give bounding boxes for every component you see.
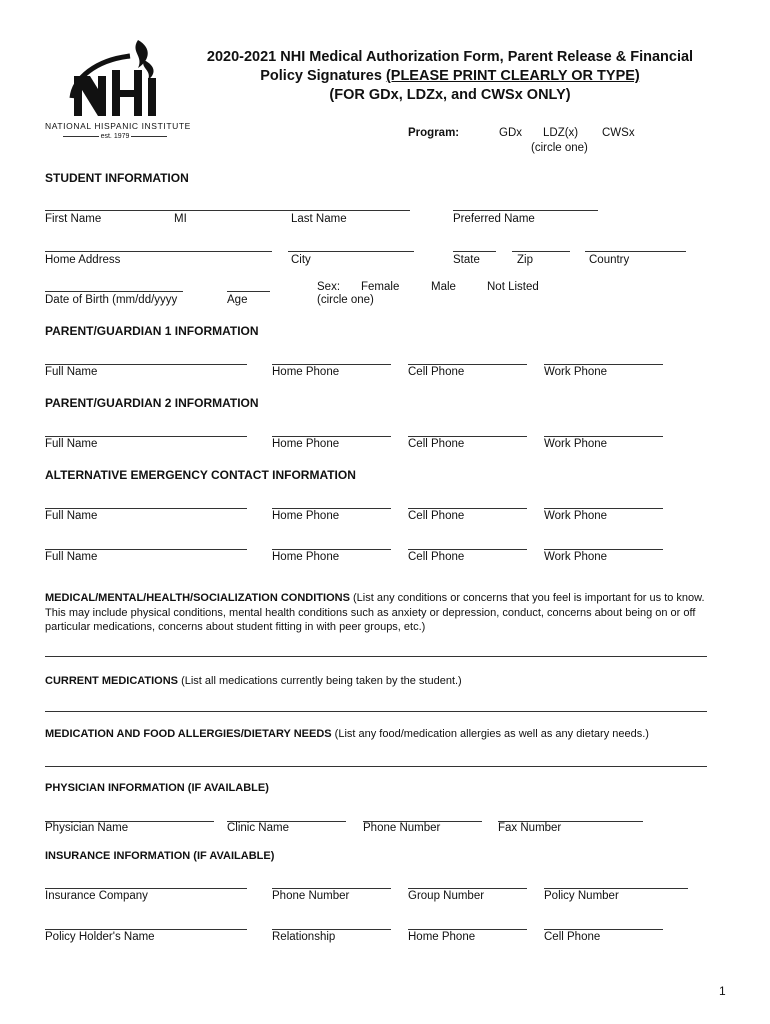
nhi-logo: [60, 38, 170, 120]
sex-circle-note: (circle one): [317, 294, 374, 306]
emergency2-home-phone-label: Home Phone: [272, 551, 340, 563]
program-label: Program:: [408, 127, 460, 139]
program-option-gdx[interactable]: GDx: [499, 127, 522, 139]
parent2-cell-phone-line[interactable]: [408, 436, 527, 437]
preferred-name-label: Preferred Name: [453, 213, 535, 225]
parent1-cell-phone-line[interactable]: [408, 364, 527, 365]
policy-number-label: Policy Number: [544, 890, 619, 902]
policy-holder-home-phone-label: Home Phone: [408, 931, 476, 943]
dob-label: Date of Birth (mm/dd/yyyy: [45, 294, 178, 306]
insurance-heading: INSURANCE INFORMATION (IF AVAILABLE): [45, 850, 275, 862]
dob-line[interactable]: [45, 291, 183, 292]
parent2-cell-phone-label: Cell Phone: [408, 438, 465, 450]
emergency1-full-name-label: Full Name: [45, 510, 98, 522]
zip-line[interactable]: [512, 251, 570, 252]
page-number: 1: [719, 984, 726, 998]
emergency2-cell-phone-label: Cell Phone: [408, 551, 465, 563]
parent2-work-phone-label: Work Phone: [544, 438, 608, 450]
allergies-line[interactable]: [45, 766, 707, 767]
mi-label: MI: [174, 213, 187, 225]
preferred-name-line[interactable]: [453, 210, 598, 211]
insurance-phone-line[interactable]: [272, 888, 391, 889]
parent1-cell-phone-label: Cell Phone: [408, 366, 465, 378]
parent2-work-phone-line[interactable]: [544, 436, 663, 437]
policy-holder-label: Policy Holder's Name: [45, 931, 155, 943]
emergency1-home-phone-label: Home Phone: [272, 510, 340, 522]
student-name-line[interactable]: [45, 210, 410, 211]
age-line[interactable]: [227, 291, 270, 292]
policy-holder-cell-phone-label: Cell Phone: [544, 931, 601, 943]
policy-holder-cell-phone-line[interactable]: [544, 929, 663, 930]
parent1-work-phone-line[interactable]: [544, 364, 663, 365]
emergency2-cell-phone-line[interactable]: [408, 549, 527, 550]
insurance-company-label: Insurance Company: [45, 890, 148, 902]
parent1-heading: PARENT/GUARDIAN 1 INFORMATION: [45, 324, 259, 338]
parent1-full-name-line[interactable]: [45, 364, 247, 365]
home-address-line[interactable]: [45, 251, 272, 252]
state-line[interactable]: [453, 251, 496, 252]
sex-option-not-listed[interactable]: Not Listed: [487, 281, 539, 293]
medical-conditions-line[interactable]: [45, 656, 707, 657]
first-name-label: First Name: [45, 213, 102, 225]
emergency2-work-phone-line[interactable]: [544, 549, 663, 550]
emergency-heading: ALTERNATIVE EMERGENCY CONTACT INFORMATION: [45, 468, 356, 482]
last-name-label: Last Name: [291, 213, 347, 225]
zip-label: Zip: [517, 254, 533, 266]
parent2-home-phone-line[interactable]: [272, 436, 391, 437]
emergency2-work-phone-label: Work Phone: [544, 551, 608, 563]
form-title-line3: (FOR GDx, LDZx, and CWSx ONLY): [329, 87, 571, 103]
sex-option-male[interactable]: Male: [431, 281, 456, 293]
sex-label: Sex:: [317, 281, 341, 293]
country-label: Country: [589, 254, 630, 266]
emergency1-cell-phone-label: Cell Phone: [408, 510, 465, 522]
physician-heading: PHYSICIAN INFORMATION (IF AVAILABLE): [45, 782, 269, 794]
parent1-work-phone-label: Work Phone: [544, 366, 608, 378]
emergency2-full-name-line[interactable]: [45, 549, 247, 550]
parent1-home-phone-line[interactable]: [272, 364, 391, 365]
physician-name-label: Physician Name: [45, 822, 129, 834]
group-number-label: Group Number: [408, 890, 485, 902]
current-medications-line[interactable]: [45, 711, 707, 712]
fax-number-label: Fax Number: [498, 822, 562, 834]
current-medications-section: CURRENT MEDICATIONS (List all medications currently being taken by the student.): [45, 675, 462, 687]
logo-org-name: NATIONAL HISPANIC INSTITUTE: [45, 121, 191, 131]
emergency2-full-name-label: Full Name: [45, 551, 98, 563]
insurance-company-line[interactable]: [45, 888, 247, 889]
relationship-label: Relationship: [272, 931, 336, 943]
emergency2-home-phone-line[interactable]: [272, 549, 391, 550]
emergency1-work-phone-line[interactable]: [544, 508, 663, 509]
logo-established: est. 1979: [45, 133, 185, 140]
program-option-ldzx[interactable]: LDZ(x): [543, 127, 579, 139]
program-option-cwsx[interactable]: CWSx: [602, 127, 635, 139]
student-info-heading: STUDENT INFORMATION: [45, 171, 189, 185]
form-title-line1: 2020-2021 NHI Medical Authorization Form, Parent Release & Financial: [206, 49, 694, 65]
parent1-full-name-label: Full Name: [45, 366, 98, 378]
medical-conditions-section: MEDICAL/MENTAL/HEALTH/SOCIALIZATION CONDITIONS (List any conditions or concerns that you feel is important for us to know. This may include physical conditions, mental health conditions such as anxiety or depression, conduct, concerns about being on or off particular medications, concerns about student fitting in with peer groups, etc.): [45, 592, 705, 633]
group-number-line[interactable]: [408, 888, 527, 889]
age-label: Age: [227, 294, 248, 306]
emergency1-full-name-line[interactable]: [45, 508, 247, 509]
parent2-heading: PARENT/GUARDIAN 2 INFORMATION: [45, 396, 259, 410]
sex-option-female[interactable]: Female: [361, 281, 400, 293]
relationship-line[interactable]: [272, 929, 391, 930]
form-title-line2: Policy Signatures (PLEASE PRINT CLEARLY OR TYPE): [260, 68, 640, 84]
parent1-home-phone-label: Home Phone: [272, 366, 340, 378]
city-line[interactable]: [288, 251, 414, 252]
city-label: City: [291, 254, 311, 266]
program-circle-note: (circle one): [531, 142, 588, 154]
allergies-section: MEDICATION AND FOOD ALLERGIES/DIETARY NEEDS (List any food/medication allergies as well as any dietary needs.): [45, 728, 649, 740]
parent2-full-name-line[interactable]: [45, 436, 247, 437]
emergency1-cell-phone-line[interactable]: [408, 508, 527, 509]
emergency1-home-phone-line[interactable]: [272, 508, 391, 509]
nhi-flame-logo-icon: [60, 38, 170, 120]
state-label: State: [453, 254, 480, 266]
home-address-label: Home Address: [45, 254, 121, 266]
physician-phone-label: Phone Number: [363, 822, 441, 834]
parent2-full-name-label: Full Name: [45, 438, 98, 450]
parent2-home-phone-label: Home Phone: [272, 438, 340, 450]
policy-holder-line[interactable]: [45, 929, 247, 930]
emergency1-work-phone-label: Work Phone: [544, 510, 608, 522]
country-line[interactable]: [585, 251, 686, 252]
clinic-name-label: Clinic Name: [227, 822, 289, 834]
policy-number-line[interactable]: [544, 888, 688, 889]
insurance-phone-label: Phone Number: [272, 890, 350, 902]
policy-holder-home-phone-line[interactable]: [408, 929, 527, 930]
